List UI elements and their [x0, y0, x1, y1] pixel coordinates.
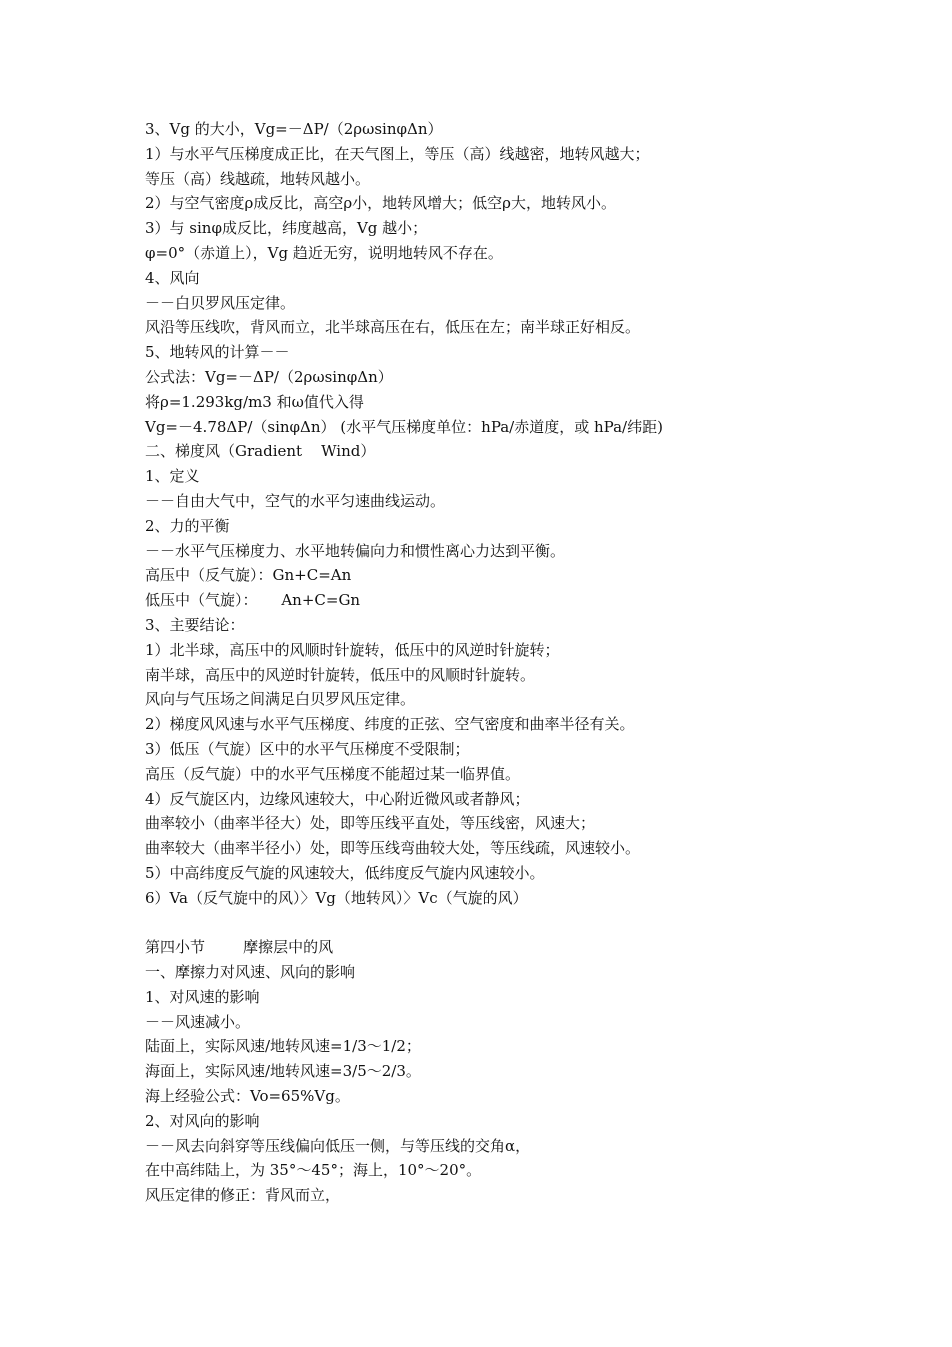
text-line: 曲率较小（曲率半径大）处，即等压线平直处，等压线密，风速大；	[145, 814, 596, 833]
text-line: 6）Va（反气旋中的风）〉Vg（地转风）〉Vc（气旋的风）	[145, 888, 528, 907]
text-line: φ=0°（赤道上），Vg 趋近无穷，说明地转风不存在。	[145, 243, 503, 262]
text-line: 风沿等压线吹，背风而立，北半球高压在右，低压在左；南半球正好相反。	[145, 318, 641, 337]
formula-line: 公式法：Vg=－ΔP/（2ρωsinφΔn）	[145, 367, 393, 386]
text-line: 1）与水平气压梯度成正比，在天气图上，等压（高）线越密，地转风越大；	[145, 144, 650, 163]
text-line: 高压（反气旋）中的水平气压梯度不能超过某一临界值。	[145, 764, 521, 783]
section-heading: 一、摩擦力对风速、风向的影响	[145, 963, 356, 982]
text-line: 3）与 sinφ成反比，纬度越高，Vg 越小；	[145, 219, 428, 238]
section-heading: 1、对风速的影响	[145, 987, 260, 1006]
text-line: 5）中高纬度反气旋的风速较大，低纬度反气旋内风速较小。	[145, 863, 545, 882]
text-line: 风压定律的修正：背风而立，	[145, 1186, 341, 1205]
section-heading: 4、风向	[145, 268, 200, 287]
section-heading: 3、主要结论：	[145, 615, 245, 634]
text-line: 3、Vg 的大小，Vg=－ΔP/（2ρωsinφΔn）	[145, 120, 443, 138]
text-line: 陆面上，实际风速/地转风速=1/3～1/2；	[145, 1037, 421, 1056]
text-line: －－自由大气中，空气的水平匀速曲线运动。	[145, 491, 446, 510]
blank-line	[145, 911, 865, 936]
text-line: 在中高纬陆上，为 35°～45°；海上，10°～20°。	[145, 1161, 482, 1180]
text-line: 风向与气压场之间满足白贝罗风压定律。	[145, 690, 416, 709]
text-line: 海面上，实际风速/地转风速=3/5～2/3。	[145, 1062, 421, 1081]
formula-line: Vg=－4.78ΔP/（sinφΔn） (水平气压梯度单位：hPa/赤道度，或 hPa/纬距)	[145, 417, 663, 436]
formula-line: 海上经验公式：Vo=65%Vg。	[145, 1087, 350, 1106]
text-line: 曲率较大（曲率半径小）处，即等压线弯曲较大处，等压线疏，风速较小。	[145, 839, 641, 858]
text-line: 3）低压（气旋）区中的水平气压梯度不受限制；	[145, 739, 470, 758]
section-heading: 2、对风向的影响	[145, 1111, 260, 1130]
formula-line: 高压中（反气旋）：Gn+C=An	[145, 566, 352, 585]
subsection-title: 第四小节 摩擦层中的风	[145, 938, 334, 957]
text-line: －－白贝罗风压定律。	[145, 293, 296, 312]
section-heading: 5、地转风的计算－－	[145, 343, 290, 362]
document-body	[145, 117, 865, 1208]
section-heading: 2、力的平衡	[145, 516, 230, 535]
text-line: 将ρ=1.293kg/m3 和ω值代入得	[145, 392, 364, 411]
formula-line: 低压中（气旋）： An+C=Gn	[145, 591, 361, 610]
text-line: －－风速减小。	[145, 1012, 251, 1031]
text-line: 2）与空气密度ρ成反比，高空ρ小，地转风增大；低空ρ大，地转风小。	[145, 194, 617, 213]
text-line: －－风去向斜穿等压线偏向低压一侧，与等压线的交角α，	[145, 1136, 531, 1155]
text-line: 1）北半球，高压中的风顺时针旋转，低压中的风逆时针旋转；	[145, 640, 560, 659]
text-line: 南半球，高压中的风逆时针旋转，低压中的风顺时针旋转。	[145, 665, 536, 684]
section-heading: 1、定义	[145, 467, 200, 486]
text-line: 等压（高）线越疏，地转风越小。	[145, 169, 371, 188]
section-heading: 二、梯度风（Gradient Wind）	[145, 442, 376, 461]
text-line: －－水平气压梯度力、水平地转偏向力和惯性离心力达到平衡。	[145, 541, 566, 560]
text-line: 4）反气旋区内，边缘风速较大，中心附近微风或者静风；	[145, 789, 530, 808]
text-line: 2）梯度风风速与水平气压梯度、纬度的正弦、空气密度和曲率半径有关。	[145, 715, 635, 734]
